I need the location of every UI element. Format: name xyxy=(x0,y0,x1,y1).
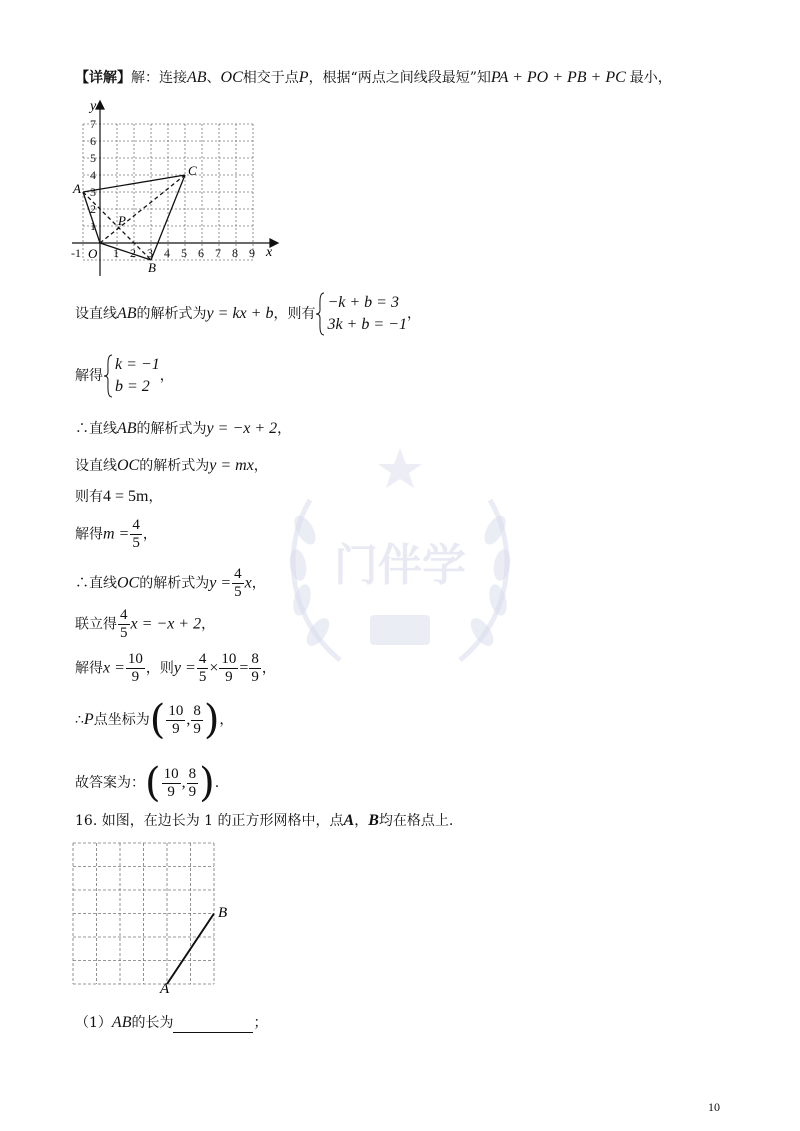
equation: 4 = 5m xyxy=(103,488,149,505)
point-a-label: A xyxy=(160,981,170,997)
x-tick-label: 7 xyxy=(215,246,221,260)
right-paren-icon: ) xyxy=(203,697,220,743)
text: 解得 xyxy=(75,660,103,677)
x-tick-label: 6 xyxy=(198,246,204,260)
question-16 xyxy=(75,811,453,831)
text: ； xyxy=(253,1015,268,1031)
fraction xyxy=(249,651,261,686)
numerator: 4 xyxy=(120,607,128,623)
origin-label: O xyxy=(88,246,98,261)
x-axis-label: x xyxy=(266,245,273,260)
fraction xyxy=(219,651,238,686)
point-a: A xyxy=(343,812,355,829)
operator: × xyxy=(209,659,219,677)
point-p: P xyxy=(298,69,309,86)
fraction xyxy=(232,566,244,601)
equation: y = xyxy=(173,659,196,677)
text: ， xyxy=(219,712,234,728)
text: 相交于点 xyxy=(242,70,299,86)
text: （1） xyxy=(75,1015,112,1031)
denominator: 5 xyxy=(198,669,207,685)
text: 故答案为： xyxy=(75,775,145,791)
point-p-label: P xyxy=(118,213,126,228)
text: 的解析式为 xyxy=(136,306,207,322)
y-tick-label: 2 xyxy=(90,202,96,216)
equation-row: 3k + b = −1 xyxy=(327,316,407,333)
denominator: 9 xyxy=(193,720,201,737)
brace-icon xyxy=(103,354,113,398)
numerator: 8 xyxy=(188,765,197,782)
text: . xyxy=(214,775,220,791)
text: 均在格点上. xyxy=(378,813,454,829)
text: ， xyxy=(277,421,292,437)
text: 解：连接 xyxy=(131,70,187,86)
step-solve-xy xyxy=(75,651,276,686)
x-tick-label: 1 xyxy=(113,246,119,260)
step-set-ab xyxy=(75,292,421,336)
solution-system xyxy=(103,354,160,398)
step-solve-m xyxy=(75,517,157,552)
text: ∴直线 xyxy=(75,575,117,592)
equation: y = mx xyxy=(209,457,254,474)
page-number: 10 xyxy=(708,1100,720,1114)
step-set-oc xyxy=(75,456,268,476)
fraction xyxy=(162,766,181,801)
text: ， xyxy=(354,813,369,829)
point-b-label: B xyxy=(218,905,228,921)
brace-icon xyxy=(315,292,325,336)
step-solve-kb xyxy=(75,354,174,398)
step-p-coordinates xyxy=(75,697,234,743)
x-tick-label: -1 xyxy=(71,246,81,260)
text: ∴直线 xyxy=(75,421,117,437)
text: ， xyxy=(253,458,268,474)
y-tick-label: 3 xyxy=(90,185,96,199)
text: 联立得 xyxy=(75,616,117,633)
text: 16. 如图，在边长为 1 的正方形网格中，点 xyxy=(75,813,344,829)
equation-row: k = −1 xyxy=(115,356,160,373)
segment-ab: AB xyxy=(111,1014,132,1031)
text: 点坐标为 xyxy=(93,712,150,728)
text: ， xyxy=(261,660,276,677)
text: ∴ xyxy=(75,712,84,728)
denominator: 9 xyxy=(225,669,233,685)
text: 则有 xyxy=(75,489,103,505)
numerator: 4 xyxy=(132,517,140,533)
coordinate-figure xyxy=(68,98,283,278)
text: ， xyxy=(148,489,163,505)
fraction xyxy=(130,517,142,552)
equation-row: −k + b = 3 xyxy=(327,294,399,311)
y-tick-label: 5 xyxy=(90,151,96,165)
equation: x = xyxy=(103,659,125,677)
comma: , xyxy=(181,774,186,791)
variable: x xyxy=(244,574,252,592)
segment-oc: OC xyxy=(117,574,140,592)
segment-oc: OC xyxy=(220,69,243,86)
operator: = xyxy=(239,659,249,677)
segment-oc: OC xyxy=(117,457,140,474)
numerator: 10 xyxy=(127,651,143,667)
equation-system xyxy=(315,292,407,336)
fraction xyxy=(187,766,199,801)
denominator: 5 xyxy=(120,625,128,641)
grid-figure xyxy=(70,840,245,1000)
x-tick-label: 5 xyxy=(181,246,187,260)
numerator: 10 xyxy=(168,702,184,719)
y-tick-label: 6 xyxy=(90,134,96,148)
text: ， xyxy=(159,368,174,384)
denominator: 9 xyxy=(251,669,259,685)
equation: x = −x + 2 xyxy=(130,615,202,633)
denominator: 5 xyxy=(234,584,242,600)
segment-ab: AB xyxy=(117,420,137,437)
text: ， xyxy=(251,575,266,592)
text: 解得 xyxy=(75,526,103,543)
text: 的解析式为 xyxy=(139,458,210,474)
point-c-label: C xyxy=(188,163,197,178)
y-axis-label: y xyxy=(90,99,97,114)
numerator: 8 xyxy=(251,651,259,667)
numerator: 10 xyxy=(163,765,179,782)
grid xyxy=(83,124,253,260)
square-grid xyxy=(73,843,214,984)
step-ab-result xyxy=(75,419,291,439)
y-tick-label: 7 xyxy=(90,117,96,131)
watermark xyxy=(270,440,530,700)
denominator: 9 xyxy=(188,783,197,800)
fraction xyxy=(197,651,209,686)
point-a-label: A xyxy=(73,181,81,196)
point-b: B xyxy=(368,812,379,829)
denominator: 9 xyxy=(131,669,140,685)
text: ，则 xyxy=(145,660,174,677)
y-tick-label: 1 xyxy=(90,219,96,233)
text: 设直线 xyxy=(75,306,117,322)
numerator: 4 xyxy=(198,651,207,667)
solution-intro xyxy=(75,68,672,88)
denominator: 9 xyxy=(167,783,175,800)
distance-sum: PA + PO + PB + PC xyxy=(490,69,626,86)
text: 、 xyxy=(206,70,221,86)
x-tick-label: 3 xyxy=(147,246,153,260)
left-paren-icon: ( xyxy=(145,760,161,806)
equation: m = xyxy=(103,525,130,543)
numerator: 10 xyxy=(221,651,237,667)
fraction xyxy=(126,651,145,686)
answer-blank[interactable] xyxy=(173,1016,253,1033)
equation-row: b = 2 xyxy=(115,378,150,395)
y-tick-label: 4 xyxy=(90,168,96,182)
point-b-label: B xyxy=(148,260,156,275)
numerator: 8 xyxy=(193,702,201,719)
step-substitute xyxy=(75,487,162,507)
text: 最小， xyxy=(629,70,672,86)
watermark-text: 门伴学 xyxy=(334,540,466,591)
segment-ab: AB xyxy=(117,305,137,322)
equation: y = xyxy=(209,574,232,592)
denominator: 9 xyxy=(172,720,180,737)
text: 的长为 xyxy=(131,1015,174,1031)
detail-tag: 【详解】 xyxy=(75,70,131,86)
segment-ao xyxy=(83,192,100,243)
segment-ab: AB xyxy=(187,69,207,86)
text: ， xyxy=(142,526,157,543)
text: 设直线 xyxy=(75,458,117,474)
text: ，则有 xyxy=(273,306,316,322)
text: 解得 xyxy=(75,368,103,384)
x-tick-label: 4 xyxy=(164,246,170,260)
answer-line xyxy=(75,760,220,806)
text: 的解析式为 xyxy=(136,421,207,437)
numerator: 4 xyxy=(234,566,242,582)
fraction xyxy=(166,703,185,738)
right-paren-icon: ) xyxy=(199,760,215,806)
left-paren-icon: ( xyxy=(149,697,166,743)
fraction xyxy=(191,703,203,738)
x-tick-label: 9 xyxy=(249,246,255,260)
equation: y = kx + b xyxy=(206,305,274,322)
step-combine xyxy=(75,607,215,642)
text: ， xyxy=(406,306,421,322)
x-tick-label: 8 xyxy=(232,246,238,260)
fraction xyxy=(118,607,130,642)
question-16-part-1 xyxy=(75,1013,267,1033)
text: ，根据“两点之间线段最短”知 xyxy=(308,70,491,86)
denominator: 5 xyxy=(132,535,140,551)
step-oc-result xyxy=(75,566,266,601)
comma: , xyxy=(186,711,191,728)
x-tick-label: 2 xyxy=(130,246,136,260)
point-p: P xyxy=(83,711,94,728)
equation: y = −x + 2 xyxy=(206,420,278,437)
text: 的解析式为 xyxy=(139,575,210,592)
text: ， xyxy=(201,616,216,633)
